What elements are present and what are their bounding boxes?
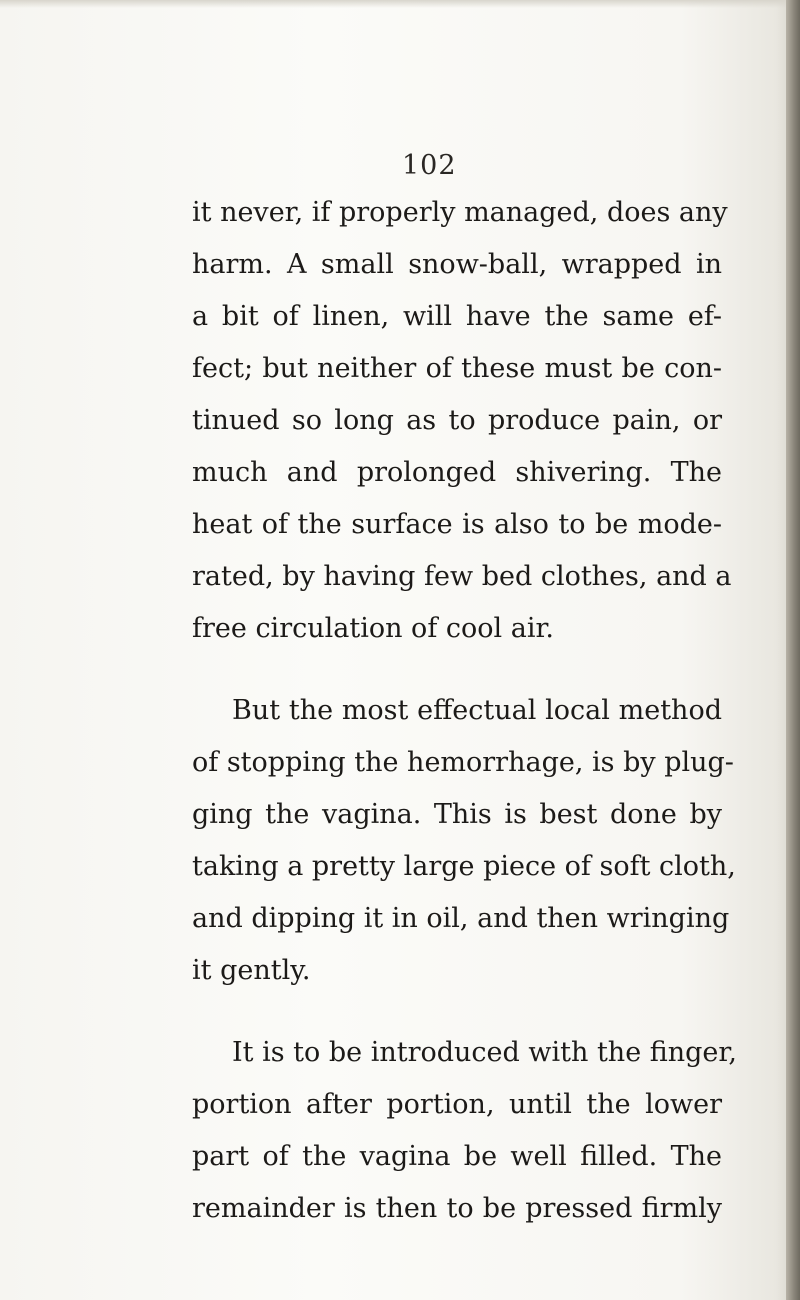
- page-number: 102: [402, 150, 457, 181]
- text-line: it never, if properly managed, does any: [192, 197, 728, 228]
- text-line: it gently.: [192, 955, 311, 986]
- text-line: tinued so long as to produce pain, or: [192, 405, 722, 436]
- text-line: It is to be introduced with the finger,: [232, 1037, 737, 1068]
- text-line: But the most effectual local method: [232, 695, 722, 726]
- paragraph-spacer: [192, 655, 722, 685]
- text-line: a bit of linen, will have the same ef-: [192, 301, 722, 332]
- text-line: portion after portion, until the lower: [192, 1089, 722, 1120]
- text-line: remainder is then to be pressed firmly: [192, 1193, 722, 1224]
- text-line: heat of the surface is also to be mode-: [192, 509, 722, 540]
- text-line: free circulation of cool air.: [192, 613, 554, 644]
- text-line: fect; but neither of these must be con-: [192, 353, 722, 384]
- paragraph-spacer: [192, 997, 722, 1027]
- text-line: and dipping it in oil, and then wringing: [192, 903, 730, 934]
- text-line: rated, by having few bed clothes, and a: [192, 561, 732, 592]
- text-line: much and prolonged shivering. The: [192, 457, 722, 488]
- page-binding-edge: [786, 0, 800, 1300]
- text-line: taking a pretty large piece of soft cloth,: [192, 851, 736, 882]
- page-top-shadow: [0, 0, 800, 8]
- text-line: ging the vagina. This is best done by: [192, 799, 722, 830]
- paragraph-3: [192, 1027, 737, 1235]
- text-line: harm. A small snow-ball, wrapped in: [192, 249, 722, 280]
- paragraph-2: [192, 685, 736, 997]
- paragraph-1: [192, 187, 732, 655]
- body-text: [192, 187, 737, 1235]
- text-line: of stopping the hemorrhage, is by plug-: [192, 747, 734, 778]
- text-line: part of the vagina be well filled. The: [192, 1141, 722, 1172]
